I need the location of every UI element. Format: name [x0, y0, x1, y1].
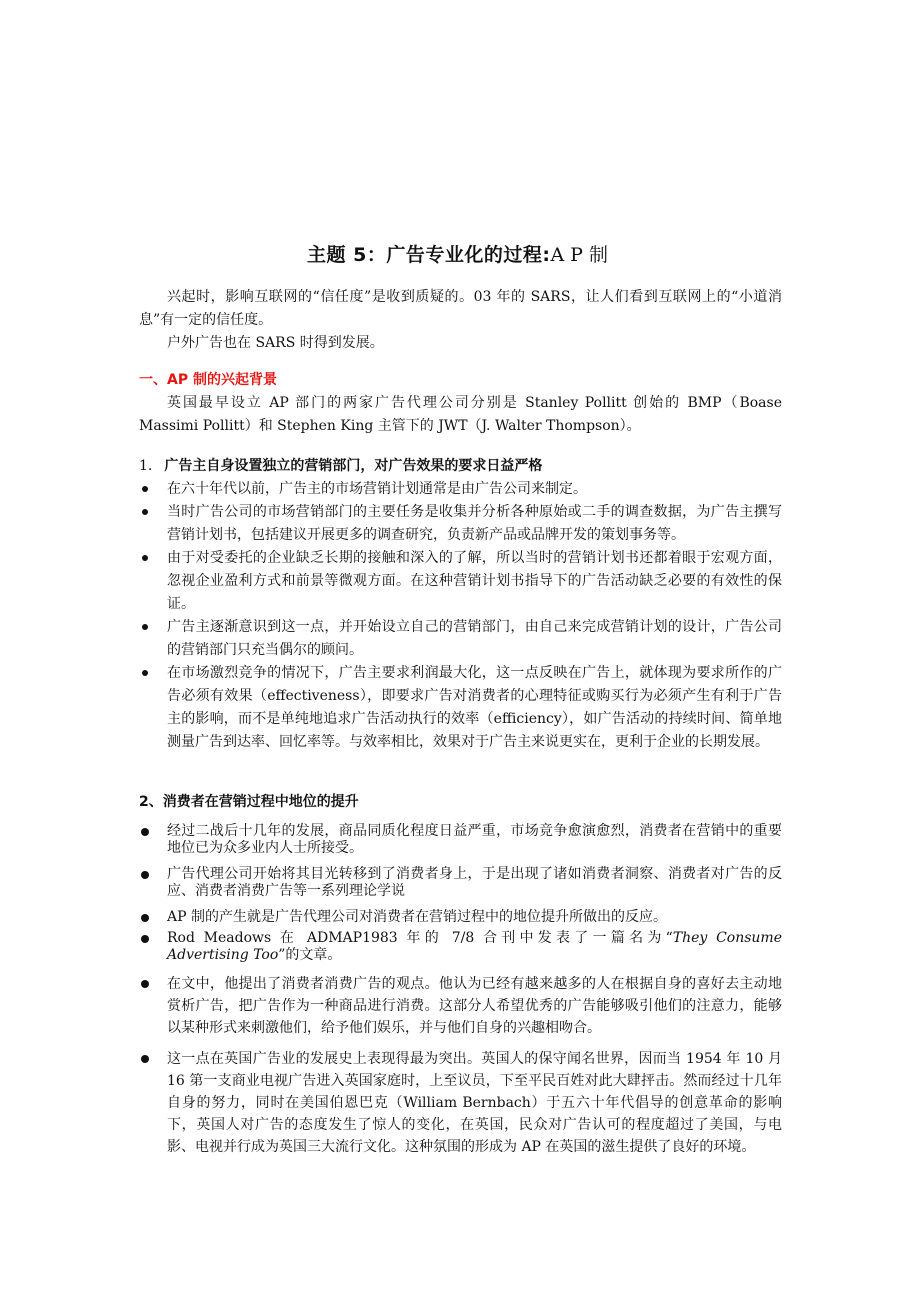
- section-1: [139, 369, 782, 438]
- list-item: 广告主逐渐意识到这一点，并开始设立自己的营销部门，由自己来完成营销计划的设计，广告公司的营销部门只充当偶尔的顾问。: [139, 616, 782, 662]
- bullet-icon: [142, 509, 148, 515]
- bullet-icon: [141, 914, 149, 922]
- list-item: 在文中，他提出了消费者消费广告的观点。他认为已经有越来越多的人在根据自身的喜好去主动地赏析广告，把广告作为一种商品进行消费。这部分人希望优秀的广告能够吸引他们的注意力，能够以某种形式来刺激他们，给予他们娱乐，并与他们自身的兴趣相吻合。: [139, 973, 782, 1039]
- bullet-icon: [142, 670, 148, 676]
- list-item: 这一点在英国广告业的发展史上表现得最为突出。英国人的保守闻名世界，因而当 1954 年 10 月 16 第一支商业电视广告进入英国家庭时，上至议员，下至平民百姓对此大肆抨击。然而经过十几年自身的努力，同时在美国伯恩巴克（William Bernbach）于五六十年代倡导的创意革命的影响下，英国人对广告的态度发生了惊人的变化，在英国，民众对广告认可的程度超过了美国，与电影、电视并行成为英国三大流行文化。这种氛围的形成为 AP 在英国的滋生提供了良好的环境。: [139, 1048, 782, 1158]
- section-1-heading: 一、AP 制的兴起背景: [139, 372, 277, 388]
- subsection-2-heading: 2、消费者在营销过程中地位的提升: [139, 794, 359, 810]
- title-suffix: AP制: [550, 244, 614, 266]
- list-item: AP 制的产生就是广告代理公司对消费者在营销过程中的地位提升所做出的反应。: [139, 909, 782, 926]
- section-1-paragraph: 英国最早设立 AP 部门的两家广告代理公司分别是 Stanley Pollitt 创始的 BMP（Boase Massimi Pollitt）和 Stephen King 主管下的 JWT（J. Walter Thompson）。: [139, 395, 782, 434]
- intro-paragraph-1: 兴起时，影响互联网的“信任度”是收到质疑的。03 年的 SARS，让人们看到互联网上的“小道消息”有一定的信任度。: [139, 289, 782, 328]
- subsection-1-heading: [139, 455, 782, 478]
- list-item: 由于对受委托的企业缺乏长期的接触和深入的了解，所以当时的营销计划书还都着眼于宏观方面，忽视企业盈利方式和前景等微观方面。在这种营销计划书指导下的广告活动缺乏必要的有效性的保证。: [139, 547, 782, 616]
- bullet-icon: [141, 935, 149, 943]
- bullet-icon: [142, 555, 148, 561]
- subsection-1-title: 广告主自身设置独立的营销部门，对广告效果的要求日益严格: [164, 458, 543, 474]
- list-item: 当时广告公司的市场营销部门的主要任务是收集并分析各种原始或二手的调查数据，为广告主撰写营销计划书，包括建议开展更多的调查研究，负责新产品或品牌开发的策划事务等。: [139, 501, 782, 547]
- bullet-icon: [142, 486, 148, 492]
- subsection-2-list: [139, 823, 782, 1158]
- bullet-icon: [142, 624, 148, 630]
- intro-block: [139, 286, 782, 355]
- document-title: [139, 240, 782, 267]
- bullet-icon: [141, 1055, 149, 1063]
- subsection-1-number: 1.: [139, 458, 153, 474]
- subsection-1-list: [139, 478, 782, 754]
- list-item-rod-meadows: Rod Meadows 在 ADMAP1983 年的 7/8 合刊中发表了一篇名为“They Consume Advertising Too”的文章。: [139, 930, 782, 964]
- bullet-icon: [141, 871, 149, 879]
- title-main: 主题 5：广告专业化的过程:: [307, 244, 551, 266]
- intro-paragraph-2: 户外广告也在 SARS 时得到发展。: [167, 335, 384, 351]
- list-item: 经过二战后十几年的发展，商品同质化程度日益严重，市场竞争愈演愈烈，消费者在营销中的重要地位已为众多业内人士所接受。: [139, 823, 782, 857]
- subsection-2: [139, 791, 782, 1167]
- bullet-icon: [141, 828, 149, 836]
- list-item: 广告代理公司开始将其目光转移到了消费者身上，于是出现了诸如消费者洞察、消费者对广告的反应、消费者消费广告等一系列理论学说: [139, 866, 782, 900]
- bullet-icon: [141, 980, 149, 988]
- list-item: 在六十年代以前，广告主的市场营销计划通常是由广告公司来制定。: [139, 478, 782, 501]
- list-item: 在市场激烈竞争的情况下，广告主要求利润最大化，这一点反映在广告上，就体现为要求所作的广告必须有效果（effectiveness），即要求广告对消费者的心理特征或购买行为必须产生有利于广告主的影响，而不是单纯地追求广告活动执行的效率（efficiency），如广告活动的持续时间、简单地测量广告到达率、回忆率等。与效率相比，效果对于广告主来说更实在，更利于企业的长期发展。: [139, 662, 782, 754]
- article-title: They Consume Advertising Too: [167, 930, 782, 963]
- subsection-1: [139, 455, 782, 754]
